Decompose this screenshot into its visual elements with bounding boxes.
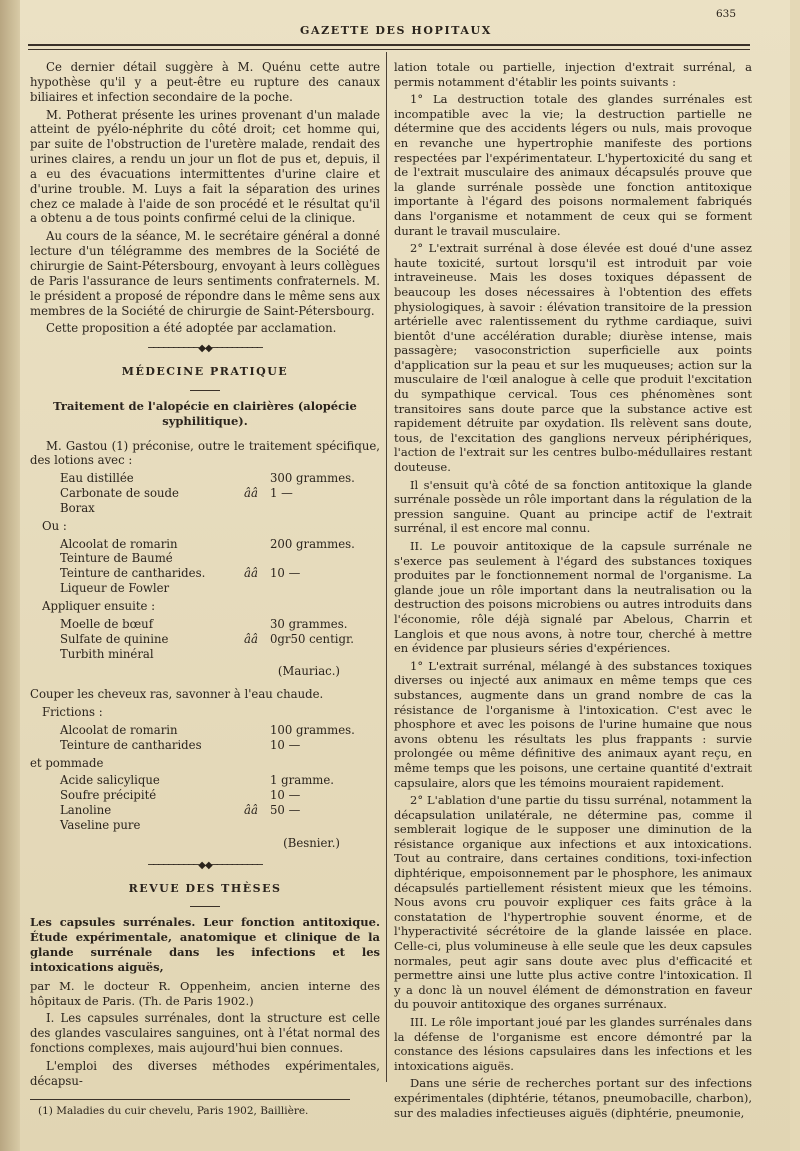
option-label: Appliquer ensuite : bbox=[42, 599, 156, 613]
ingredient-quantity: 100 grammes. bbox=[270, 722, 355, 737]
ingredient-quantity: 30 grammes. bbox=[270, 616, 348, 631]
ana-mark: ââ bbox=[244, 486, 258, 501]
option-label: Ou : bbox=[42, 518, 67, 533]
ingredient-quantity: 200 grammes. bbox=[270, 536, 355, 551]
prescription-table bbox=[30, 617, 380, 662]
ingredient-quantity: 1 gramme. bbox=[270, 773, 334, 788]
ingredient-name: Eau distillée bbox=[60, 471, 134, 486]
ingredient-name: Alcoolat de romarin bbox=[60, 722, 178, 737]
prescription-row bbox=[30, 803, 380, 818]
header-rule bbox=[28, 44, 750, 46]
ana-mark bbox=[244, 773, 270, 788]
prescription-row bbox=[30, 486, 380, 501]
paragraph: Ce dernier détail suggère à M. Quénu cette autre hypothèse qu'il y a peut-être eu rupture des canaux biliaires et infection secondaire de la poche. bbox=[30, 60, 380, 104]
ana-mark: ââ bbox=[244, 631, 258, 646]
ingredient-name: Liqueur de Fowler bbox=[60, 581, 170, 596]
ana-mark: ââ bbox=[244, 566, 258, 581]
ingredient-name: Alcoolat de romarin bbox=[60, 536, 178, 551]
prescription-table bbox=[30, 723, 380, 753]
ana-mark bbox=[244, 551, 270, 566]
ingredient-quantity bbox=[270, 581, 380, 596]
paragraph: 1° L'extrait surrénal, mélangé à des substances toxiques diverses ou injecté aux animaux en même temps que ces substances, augmente dans un grand nombre de cas la résistance de l'organisme à l'intoxication. C'est avec le phosphore et avec les poisons de l'urine humaine que nous avons obtenu les résultats les plus frappants : survie prolongée ou même définitive des animaux ayant reçu, en même temps que les poisons, une certaine quantité d'extrait capsulaire, alors que les témoins mouraient rapidement. bbox=[394, 658, 752, 790]
paragraph: lation totale ou partielle, injection d'extrait surrénal, a permis notamment d'établir les points suivants : bbox=[394, 60, 752, 89]
page-edge bbox=[0, 0, 20, 1151]
short-rule bbox=[190, 906, 220, 907]
ingredient-quantity: 10 — bbox=[270, 788, 301, 803]
ana-mark bbox=[244, 647, 270, 662]
ingredient-name: Teinture de cantharides. bbox=[60, 566, 206, 581]
prescription-row bbox=[30, 537, 380, 552]
prescription-row bbox=[30, 647, 380, 662]
option-label: et pommade bbox=[30, 755, 104, 770]
ingredient-quantity bbox=[270, 818, 380, 833]
paragraph: Dans une série de recherches portant sur des infections expérimentales (diphtérie, tétanos, pneumobacille, charbon), sur des maladies infectieuses aiguës (diphtérie, pneumonie, bbox=[394, 1076, 752, 1120]
ingredient-name: Teinture de cantharides bbox=[60, 737, 202, 752]
paragraph: 2° L'ablation d'une partie du tissu surrénal, notamment la décapsulation unilatérale, ne détermine pas, comme il semblerait logique de le supposer une diminution de la résistance organique aux infections et aux intoxications. Tout au contraire, dans certaines conditions, toxi-infection diphtérique, empoisonnement par le phosphore, les animaux décapsulés partiellement résistent mieux que les témoins. Nous avons cru pouvoir expliquer ces faits grâce à la constatation de l'hypertrophie souvent énorme, et de l'hyperactivité sécrétoire de la glande laissée en place. Celle-ci, plus volumineuse à elle seule que les deux capsules normales, peut agir sans doute avec plus d'efficacité et permettre ainsi une lutte plus active contre l'intoxication. Il y a donc là un nouvel élément de démonstration en faveur du pouvoir antitoxique des organes surrénaux. bbox=[394, 793, 752, 1012]
prescription-row bbox=[30, 551, 380, 566]
ornament-separator: ──────────◆◆────────── bbox=[148, 859, 262, 871]
ingredient-name: Moelle de bœuf bbox=[60, 616, 154, 631]
ana-mark bbox=[244, 581, 270, 596]
prescription-row bbox=[30, 632, 380, 647]
prescription-row bbox=[30, 501, 380, 516]
ingredient-name: Carbonate de soude bbox=[60, 486, 179, 501]
ana-mark: ââ bbox=[244, 803, 258, 818]
left-column bbox=[30, 60, 380, 1121]
ingredient-name: Borax bbox=[60, 500, 95, 515]
paragraph: M. Potherat présente les urines provenant d'un malade atteint de pyélo-néphrite du côté droit; cet homme qui, par suite de l'obstruction de l'uretère malade, rendait des urines claires, a rendu un jour un flot de pus et, depuis, il a eu des évacuations intermittentes d'urine claire et d'urine trouble. M. Luys a fait la séparation des urines chez ce malade à l'aide de son procédé et le résultat qu'il a obtenu a de tous points confirmé celui de la clinique. bbox=[30, 107, 380, 226]
prescription-row bbox=[30, 581, 380, 596]
ingredient-quantity: 1 — bbox=[270, 486, 293, 501]
ana-mark bbox=[244, 617, 270, 632]
ingredient-name: Sulfate de quinine bbox=[60, 631, 169, 646]
ingredient-quantity bbox=[270, 501, 380, 516]
paragraph: M. Gastou (1) préconise, outre le traitement spécifique, des lotions avec : bbox=[30, 438, 380, 468]
ingredient-name: Turbith minéral bbox=[60, 646, 154, 661]
footnote-rule bbox=[30, 1099, 350, 1100]
ingredient-quantity: 300 grammes. bbox=[270, 471, 355, 486]
paragraph: Couper les cheveux ras, savonner à l'eau chaude. bbox=[30, 687, 324, 702]
ana-mark bbox=[244, 738, 270, 753]
ingredient-quantity bbox=[270, 551, 380, 566]
ingredient-name: Acide salicylique bbox=[60, 773, 160, 788]
ana-mark bbox=[244, 501, 270, 516]
paragraph: I. Les capsules surrénales, dont la structure est celle des glandes vasculaires sanguines, ont à l'état normal des fonctions complexes, mais aujourd'hui bien connues. bbox=[30, 1011, 380, 1056]
attribution: (Mauriac.) bbox=[277, 664, 340, 679]
ingredient-quantity bbox=[270, 647, 380, 662]
prescription-row bbox=[30, 471, 380, 486]
prescription-table bbox=[30, 537, 380, 596]
paragraph: L'emploi des diverses méthodes expérimentales, décapsu- bbox=[30, 1058, 380, 1088]
paragraph: Il s'ensuit qu'à côté de sa fonction antitoxique la glande surrénale possède un rôle important dans la régulation de la pression sanguine. Quant au principe actif de l'extrait surrénal, il est encore mal connu. bbox=[394, 477, 752, 536]
header-rule-thin bbox=[28, 49, 750, 50]
ana-mark bbox=[244, 818, 270, 833]
ingredient-name: Teinture de Baumé bbox=[60, 551, 173, 566]
thesis-title: Les capsules surrénales. Leur fonction antitoxique. Étude expérimentale, anatomique et clinique de la glande surrénale dans les infections et les intoxications aiguës, bbox=[30, 915, 380, 974]
footnote: (1) Maladies du cuir chevelu, Paris 1902, Baillière. bbox=[38, 1104, 309, 1117]
ornament-separator: ──────────◆◆────────── bbox=[148, 343, 262, 355]
ana-mark bbox=[244, 537, 270, 552]
prescription-row bbox=[30, 818, 380, 833]
ingredient-quantity: 50 — bbox=[270, 803, 301, 818]
ana-mark bbox=[244, 788, 270, 803]
ingredient-quantity: 0gr50 centigr. bbox=[270, 631, 355, 646]
column-divider bbox=[386, 52, 387, 1082]
section-heading: MÉDECINE PRATIQUE bbox=[121, 365, 289, 379]
prescription-row bbox=[30, 566, 380, 581]
prescription-row bbox=[30, 723, 380, 738]
ana-mark bbox=[244, 471, 270, 486]
prescription-row bbox=[30, 788, 380, 803]
paragraph: Cette proposition a été adoptée par acclamation. bbox=[46, 321, 337, 336]
paragraph: Au cours de la séance, M. le secrétaire général a donné lecture d'un télégramme des membres de la Société de chirurgie de Saint-Pétersbourg, envoyant à leurs collègues de Paris l'assurance de leurs sentiments confraternels. M. le président a proposé de répondre dans le même sens aux membres de la Société de chirurgie de Saint-Pétersbourg. bbox=[30, 229, 380, 318]
prescription-table bbox=[30, 471, 380, 516]
paragraph: 1° La destruction totale des glandes surrénales est incompatible avec la vie; la destruction partielle ne détermine que des accidents légers ou nuls, mais provoque en revanche une hypertrophie manifeste des portions respectées par l'expérimentateur. L'hypertoxicité du sang et de l'extrait musculaire des animaux décapsulés prouve que la glande surrénale possède une fonction antitoxique importante à l'égard des poisons normalement fabriqués dans l'organisme et notamment de ceux qui se forment durant le travail musculaire. bbox=[394, 92, 752, 238]
prescription-table bbox=[30, 773, 380, 832]
section-heading: REVUE DES THÈSES bbox=[128, 881, 282, 895]
paragraph: III. Le rôle important joué par les glandes surrénales dans la défense de l'organisme est encore démontré par la constance des lésions capsulaires dans les infections et les intoxications aiguës. bbox=[394, 1015, 752, 1073]
ingredient-name: Lanoline bbox=[60, 803, 112, 818]
prescription-row bbox=[30, 773, 380, 788]
ana-mark bbox=[244, 723, 270, 738]
attribution: (Besnier.) bbox=[283, 835, 340, 850]
short-rule bbox=[190, 390, 220, 391]
article-title: Traitement de l'alopécie en clairières (alopécie syphilitique). bbox=[53, 398, 357, 428]
option-label: Frictions : bbox=[42, 705, 103, 720]
prescription-row bbox=[30, 617, 380, 632]
ingredient-name: Soufre précipité bbox=[60, 788, 157, 803]
paragraph: II. Le pouvoir antitoxique de la capsule surrénale ne s'exerce pas seulement à l'égard des substances toxiques produites par le fonctionnement normal de l'organisme. La glande joue un rôle important dans la neutralisation ou la destruction des poisons microbiens ou autres introduits dans l'économie, rôle déjà signalé par Abelous, Charrin et Langlois et que nous avons, à notre tour, cherché à mettre en évidence par plusieurs séries d'expériences. bbox=[394, 539, 752, 656]
thesis-byline: par M. le docteur R. Oppenheim, ancien interne des hôpitaux de Paris. (Th. de Paris 1902.) bbox=[30, 978, 380, 1008]
ingredient-quantity: 10 — bbox=[270, 566, 301, 581]
prescription-row bbox=[30, 738, 380, 753]
paragraph: 2° L'extrait surrénal à dose élevée est doué d'une assez haute toxicité, surtout lorsqu'il est introduit par voie intraveineuse. Mais les doses toxiques dépassent de beaucoup les doses nécessaires à l'obtention des effets physiologiques, à savoir : élévation transitoire de la pression artérielle avec ralentissement du rythme cardiaque, suivi bientôt d'une accélération durable; diurèse intense, mais passagère; vasoconstriction superficielle aux points d'application sur la peau et sur les muqueuses; action sur la musculaire de l'œil analogue à celle que produit l'excitation du sympathique cervical. Tous ces phénomènes sont transitoires sans doute parce que la substance active est rapidement détruite par oxydation. Ils relèvent sans doute, tous, de l'excitation des ganglions nerveux périphériques, l'action de l'extrait sur les centres bulbo-médullaires restant douteuse. bbox=[394, 241, 752, 475]
ingredient-quantity: 10 — bbox=[270, 737, 301, 752]
ingredient-name: Vaseline pure bbox=[60, 817, 141, 832]
page-header-title: GAZETTE DES HOPITAUX bbox=[300, 24, 492, 37]
page-number: 635 bbox=[716, 8, 737, 20]
right-column bbox=[394, 60, 752, 1123]
